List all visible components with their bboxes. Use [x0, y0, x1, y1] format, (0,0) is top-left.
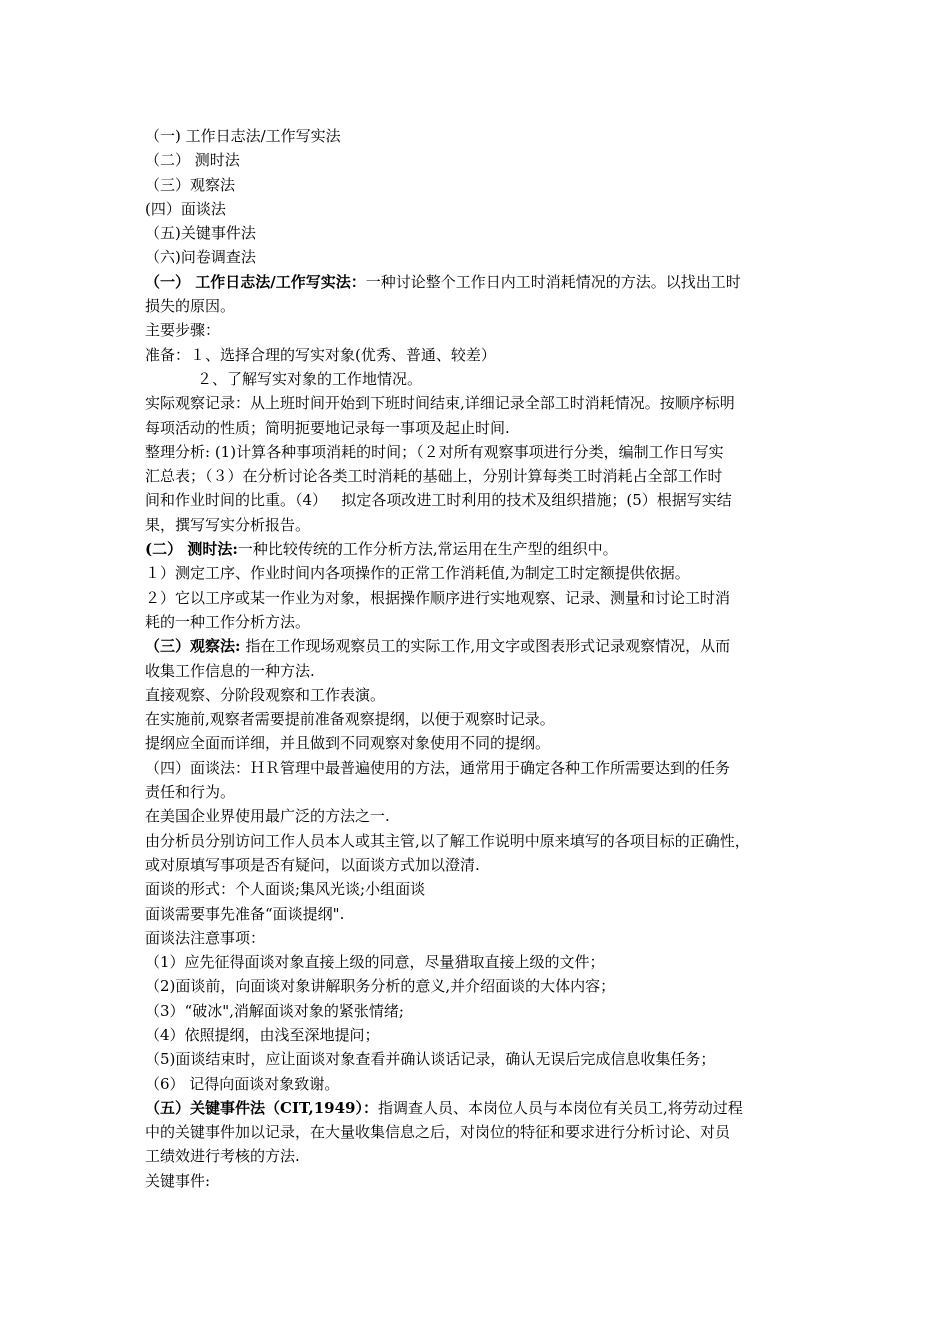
- s1-ana-2: 汇总表；（３）在分析讨论各类工时消耗的基础上，分别计算每类工时消耗占全部工作时: [145, 467, 723, 486]
- s4-note-6: （6） 记得向面谈对象致谢。: [145, 1074, 340, 1093]
- s5-line-1: [145, 1096, 815, 1120]
- s1-ana-4: 果，撰写写实分析报告。: [145, 515, 311, 534]
- s3-definition: 指在工作现场观察员工的实际工作,用文字或图表形式记录观察情况，从而: [240, 637, 731, 656]
- toc-item-1: （一) 工作日志法/工作写实法: [145, 127, 341, 145]
- s4-para-2a: 由分析员分别访问工作人员本人或其主管,以了解工作说明中原来填写的各项目标的正确性，: [145, 831, 750, 850]
- s3-para-1: 直接观察、分阶段观察和工作表演。: [145, 685, 386, 704]
- s1-ana-3: 间和作业时间的比重。（4） 拟定各项改进工时利用的技术及组织措施；(5）根据写实结: [145, 491, 732, 510]
- s4-para-3: 面谈的形式：个人面谈;集风光谈;小组面谈: [145, 880, 426, 899]
- s1-steps-title: 主要步骤：: [145, 321, 221, 340]
- s2-point-1: １）测定工序、作业时间内各项操作的正常工作消耗值,为制定工时定额提供依据。: [145, 564, 690, 583]
- s5-heading: （五）关键事件法（CIT,1949）：: [145, 1098, 378, 1117]
- s5-definition: 指调查人员、本岗位人员与本岗位有关员工,将劳动过程: [377, 1098, 743, 1117]
- s5-line-2: 中的关键事件加以记录，在大量收集信息之后，对岗位的特征和要求进行分析讨论、对员: [145, 1123, 731, 1142]
- s1-prep-2: ２、了解写实对象的工作地情况。: [197, 369, 423, 388]
- toc-item-4: (四）面谈法: [145, 199, 226, 218]
- s1-prep-1: 准备：１、选择合理的写实对象(优秀、普通、较差）: [145, 345, 496, 364]
- s4-note-1: （1）应先征得面谈对象直接上级的同意，尽量猎取直接上级的文件；: [145, 953, 605, 972]
- toc-item-2: （二） 测时法: [145, 151, 240, 170]
- s5-para-1: 关键事件:: [145, 1171, 211, 1190]
- s4-note-3: （3）“破冰",消解面谈对象的紧张情绪;: [145, 1001, 404, 1020]
- s1-definition: 一种讨论整个工作日内工时消耗情况的方法。以找出工时: [365, 272, 741, 291]
- toc-item-3: （三）观察法: [145, 175, 236, 194]
- s4-line-1: （四）面谈法：ＨＲ管理中最普遍使用的方法，通常用于确定各种工作所需要达到的任务: [145, 758, 731, 777]
- document-body: [145, 124, 815, 1193]
- s4-notes-title: 面谈法注意事项：: [145, 928, 266, 947]
- s4-line-2: 责任和行为。: [145, 783, 236, 802]
- s2-definition: 一种比较传统的工作分析方法,常运用在生产型的组织中。: [237, 540, 618, 559]
- s4-para-2b: 或对原填写事项是否有疑问，以面谈方式加以澄清.: [145, 855, 480, 874]
- toc-item-5: （五)关键事件法: [145, 224, 256, 243]
- s1-heading: （一） 工作日志法/工作写实法：: [145, 272, 366, 291]
- s4-note-2: （2)面谈前，向面谈对象讲解职务分析的意义,并介绍面谈的大体内容；: [145, 977, 616, 996]
- s1-line-2: 损失的原因。: [145, 297, 236, 316]
- s4-note-5: （5)面谈结束时，应让面谈对象查看并确认谈话记录，确认无误后完成信息收集任务；: [145, 1050, 716, 1069]
- s5-line-3: 工绩效进行考核的方法.: [145, 1147, 300, 1166]
- s2-point-2b: 耗的一种工作分析方法。: [145, 612, 311, 631]
- s4-para-1: 在美国企业界使用最广泛的方法之一.: [145, 807, 390, 826]
- toc-item-6: （六)问卷调查法: [145, 248, 256, 267]
- s1-line-1: [145, 270, 815, 294]
- s4-para-4: 面谈需要事先准备“面谈提纲".: [145, 904, 345, 923]
- s4-note-4: （4）依照提纲，由浅至深地提问；: [145, 1025, 380, 1044]
- s2-line-1: [145, 537, 815, 561]
- s3-para-3: 提纲应全面而详细，并且做到不同观察对象使用不同的提纲。: [145, 734, 551, 753]
- s1-obs-1: 实际观察记录：从上班时间开始到下班时间结束,详细记录全部工时消耗情况。按顺序标明: [145, 394, 735, 413]
- s1-ana-1: 整理分析: (1)计算各种事项消耗的时间；（２对所有观察事项进行分类，编制工作日写实: [145, 442, 724, 461]
- s3-para-2: 在实施前,观察者需要提前准备观察提纲，以便于观察时记录。: [145, 710, 555, 729]
- s2-point-2a: ２）它以工序或某一作业为对象，根据操作顺序进行实地观察、记录、测量和讨论工时消: [145, 588, 731, 607]
- s1-obs-2: 每项活动的性质；简明扼要地记录每一事项及起止时间.: [145, 418, 510, 437]
- s3-heading: （三）观察法:: [145, 637, 241, 656]
- s3-line-2: 收集工作信息的一种方法.: [145, 661, 315, 680]
- s3-line-1: [145, 634, 815, 658]
- s2-heading: (二） 测时法:: [145, 540, 238, 559]
